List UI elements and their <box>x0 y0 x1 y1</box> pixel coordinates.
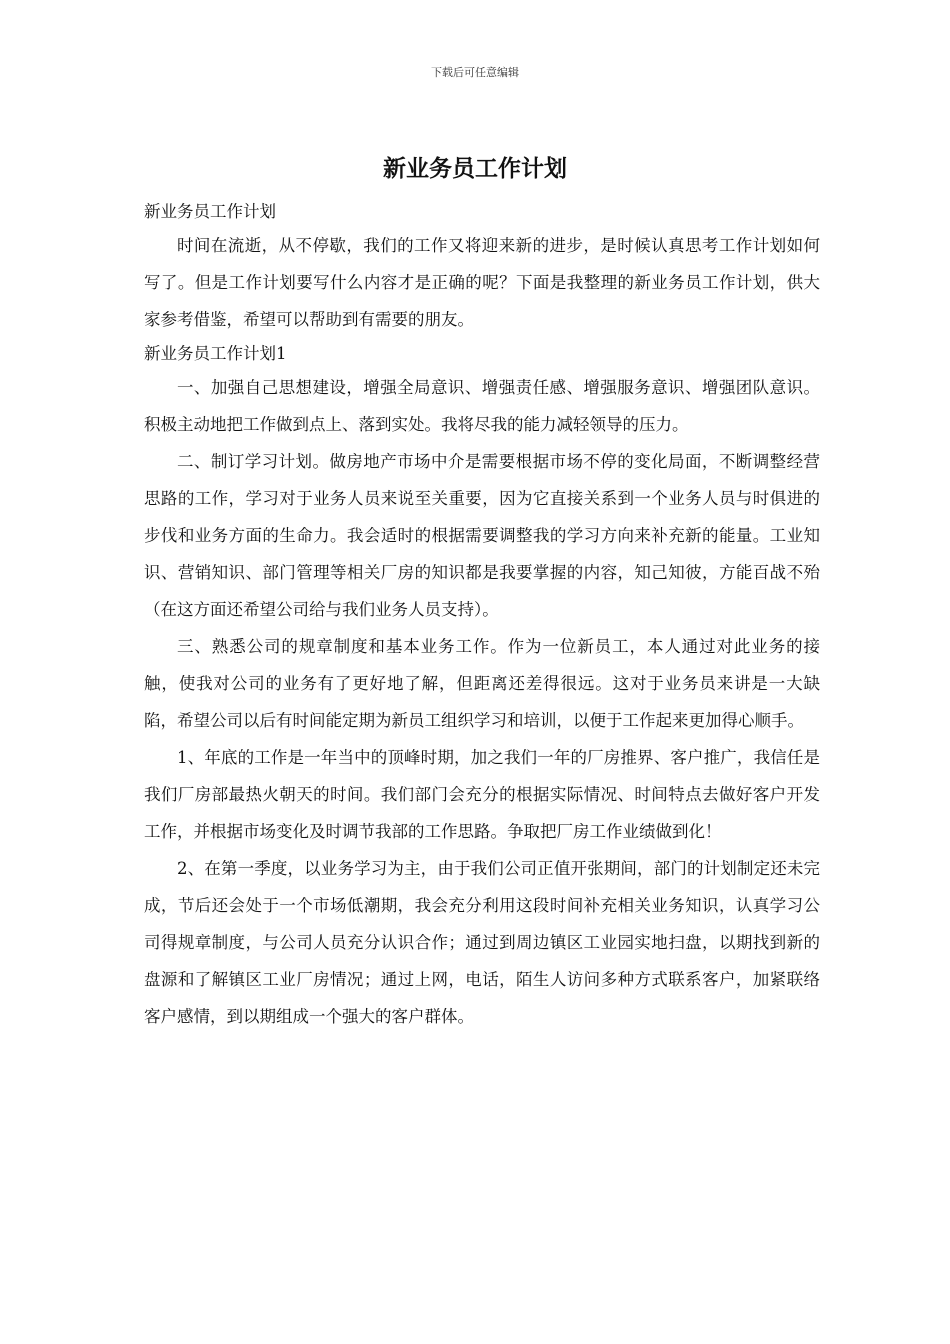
paragraph-2: 二、制订学习计划。做房地产市场中介是需要根据市场不停的变化局面，不断调整经营思路的工作，学习对于业务人员来说至关重要，因为它直接关系到一个业务人员与时俱进的步伐和业务方面的生命力。我会适时的根据需要调整我的学习方向来补充新的能量。工业知识、营销知识、部门管理等相关厂房的知识都是我要掌握的内容，知己知彼，方能百战不殆（在这方面还希望公司给与我们业务人员支持）。 <box>144 452 820 619</box>
paragraph-4: 1、年底的工作是一年当中的顶峰时期，加之我们一年的厂房推界、客户推广，我信任是我们厂房部最热火朝天的时间。我们部门会充分的根据实际情况、时间特点去做好客户开发工作，并根据市场变化及时调节我部的工作思路。争取把厂房工作业绩做到化！ <box>144 748 820 841</box>
page-header-note: 下载后可任意编辑 <box>431 66 519 79</box>
paragraph-5: 2、在第一季度，以业务学习为主，由于我们公司正值开张期间，部门的计划制定还未完成，节后还会处于一个市场低潮期，我会充分利用这段时间补充相关业务知识，认真学习公司得规章制度，与公司人员充分认识合作；通过到周边镇区工业园实地扫盘，以期找到新的盘源和了解镇区工业厂房情况；通过上网，电话，陌生人访问多种方式联系客户，加紧联络客户感情，到以期组成一个强大的客户群体。 <box>144 859 820 1026</box>
document-body <box>144 196 820 1035</box>
document-subtitle: 新业务员工作计划 <box>144 202 276 221</box>
section-heading: 新业务员工作计划1 <box>144 344 287 363</box>
document-title: 新业务员工作计划 <box>383 155 567 182</box>
paragraph-1: 一、加强自己思想建设，增强全局意识、增强责任感、增强服务意识、增强团队意识。积极主动地把工作做到点上、落到实处。我将尽我的能力减轻领导的压力。 <box>144 378 820 434</box>
intro-paragraph: 时间在流逝，从不停歇，我们的工作又将迎来新的进步，是时候认真思考工作计划如何写了。但是工作计划要写什么内容才是正确的呢？下面是我整理的新业务员工作计划，供大家参考借鉴，希望可以帮助到有需要的朋友。 <box>144 236 820 329</box>
paragraph-3: 三、熟悉公司的规章制度和基本业务工作。作为一位新员工，本人通过对此业务的接触，使我对公司的业务有了更好地了解，但距离还差得很远。这对于业务员来讲是一大缺陷，希望公司以后有时间能定期为新员工组织学习和培训，以便于工作起来更加得心顺手。 <box>144 637 820 730</box>
